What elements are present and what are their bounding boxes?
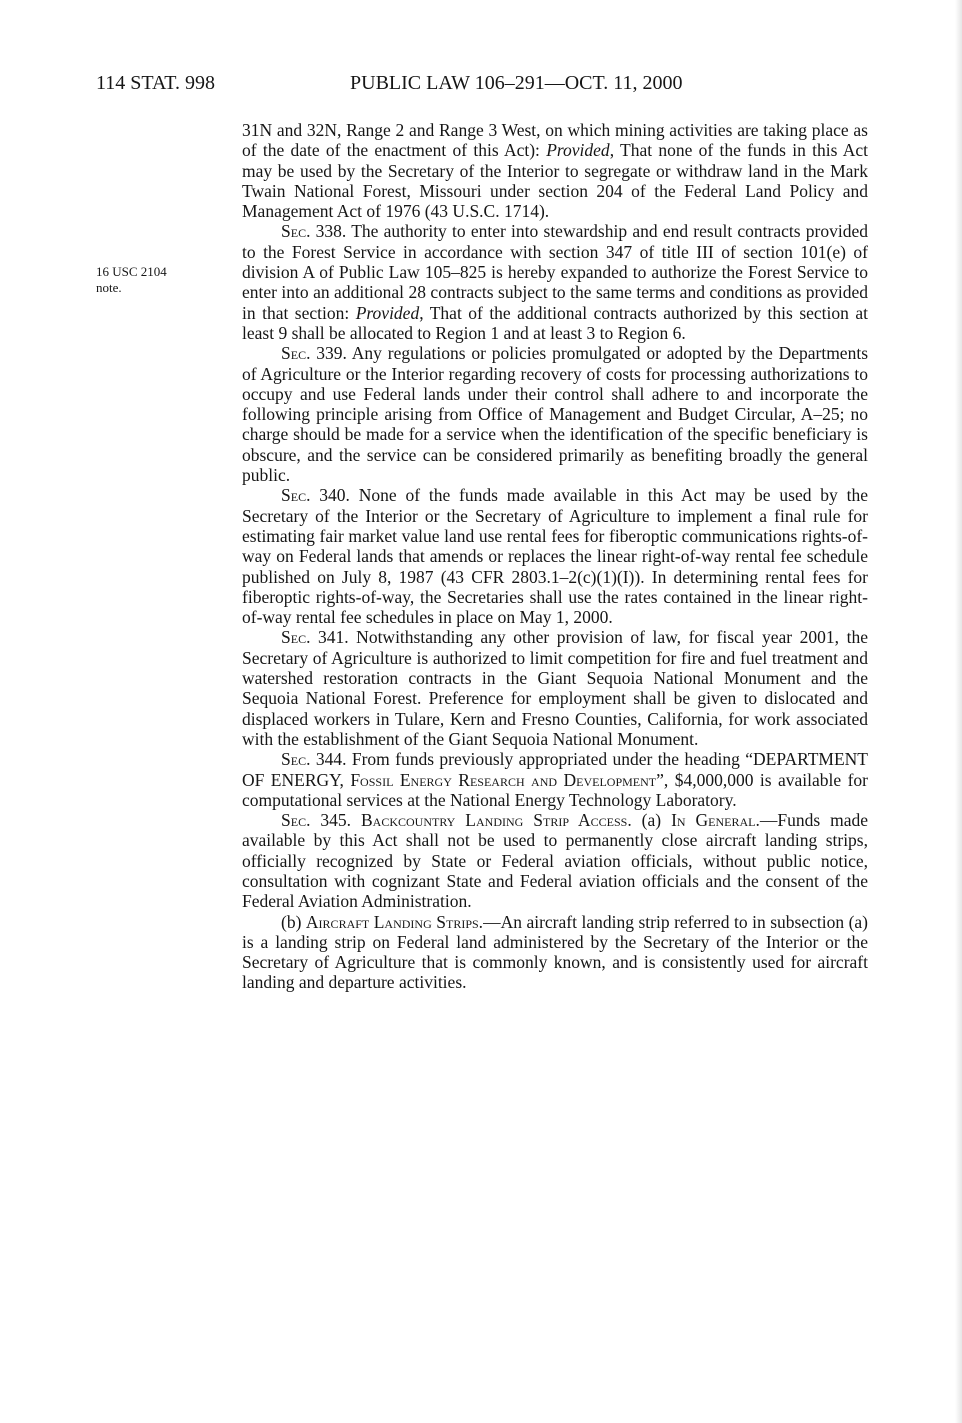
section-344: Sec. 344. From funds previously appropriated under the heading “DEPARTMENT OF ENERGY, Fossil Energy Research and Development”, $4,000,000 is available for computational services at the National Energy Technology Laboratory. — [242, 749, 868, 810]
section-heading: Backcountry Landing Strip Access. — [361, 810, 632, 831]
section-number: Sec. 344. — [281, 749, 347, 770]
section-338: Sec. 338. The authority to enter into stewardship and end result contracts provided to the Forest Service in accordance with section 347 of title III of section 101(e) of division A of Public Law 105–825 is hereby expanded to authorize the Forest Service to enter into an additional 28 contracts subject to the same terms and conditions as provided in that section: Provided, That of the additional contracts authorized by this section at least 9 shall be allocated to Region 1 and at least 3 to Region 6. — [242, 221, 868, 343]
section-number: Sec. 338. — [281, 221, 347, 242]
section-339: Sec. 339. Any regulations or policies promulgated or adopted by the Departments of Agriculture or the Interior regarding recovery of costs for processing authorizations to occupy and use Federal lands under their control shall adhere to and incorporate the following principle arising from Office of Management and Budget Circular, A–25; no charge should be made for a service when the identification of the specific beneficiary is obscure, and the service can be considered primarily as benefiting broadly the general public. — [242, 343, 869, 486]
section-341: Sec. 341. Notwithstanding any other provision of law, for fiscal year 2001, the Secretary of Agriculture is authorized to limit competition for fire and fuel treatment and watershed restoration contracts in the Giant Sequoia National Monument and the Sequoia National Forest. Preference for employment shall be given to dislocated and displaced workers in Tulare, Kern and Fresno Counties, California, for work associated with the establishment of the Giant Sequoia National Monument. — [242, 627, 868, 749]
section-number: Sec. 341. — [281, 627, 349, 648]
section-340: Sec. 340. None of the funds made available in this Act may be used by the Secretary of the Interior or the Secretary of Agriculture to implement a final rule for estimating fair market value land use rental fees for fiberoptic communications rights-of-way on Federal lands that amends or replaces the linear right-of-way rental fee schedule published on July 8, 1987 (43 CFR 2803.1–2(c)(1)(I)). In determining rental fees for fiberoptic rights-of-way, the Secretaries shall use the rates contained in the linear right-of-way rental fee schedules in place on May 1, 2000. — [242, 485, 868, 628]
public-law-citation: PUBLIC LAW 106–291—OCT. 11, 2000 — [350, 72, 683, 94]
section-345-a: Sec. 345. Backcountry Landing Strip Access. (a) In General.—Funds made available by this Act shall not be used to permanently close aircraft landing strips, officially recognized by State or Federal aviation officials, without public notice, consultation with cognizant State and Federal aviation officials and the consent of the Federal Aviation Administration. — [242, 810, 869, 912]
scan-edge — [955, 0, 962, 1423]
body-text — [242, 120, 868, 993]
subsection-heading: Aircraft Landing Strips. — [305, 911, 484, 932]
margin-note-label: note. — [96, 280, 122, 295]
margin-note — [96, 264, 226, 296]
section-number: Sec. 345. — [281, 810, 352, 831]
statute-page-number: 114 STAT. 998 — [96, 72, 215, 94]
section-number: Sec. 340. — [281, 485, 350, 506]
paragraph-continuation: 31N and 32N, Range 2 and Range 3 West, on which mining activities are taking place as of the date of the enactment of this Act): Provided, That none of the funds in this Act may be used by the Secretary of the Interior to segregate or withdraw land in the Mark Twain National Forest, Missouri under section 204 of the Federal Land Policy and Management Act of 1976 (43 U.S.C. 1714). — [242, 120, 868, 222]
section-number: Sec. 339. — [281, 343, 347, 364]
margin-note-code: 16 USC 2104 — [96, 264, 167, 279]
section-345-b: (b) Aircraft Landing Strips.—An aircraft landing strip referred to in subsection (a) is a landing strip on Federal land administered by the Secretary of the Interior or the Secretary of Agriculture that is commonly known, and is consistently used for aircraft landing and departure activities. — [242, 911, 869, 993]
page-header — [96, 72, 876, 100]
subsection-heading: In General. — [671, 810, 760, 831]
